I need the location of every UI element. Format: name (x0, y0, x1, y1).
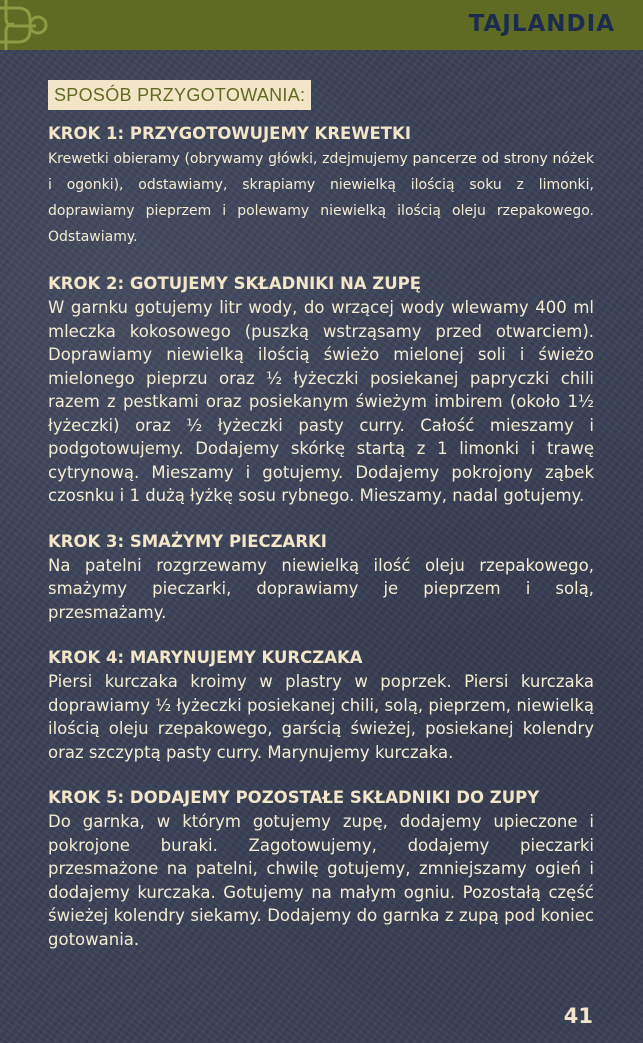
step-title: KROK 2: GOTUJEMY SKŁADNIKI NA ZUPĘ (48, 274, 422, 293)
step-title: KROK 3: SMAŻYMY PIECZARKI (48, 531, 327, 551)
step-text: Krewetki obieramy (obrywamy główki, zdejmujemy pancerze od strony nóżek i ogonki), odstawiamy, skrapiamy niewielką ilością soku z limonki, doprawiamy pieprzem i polewamy niewielką ilością oleju rzepakowego. Odstawiamy. (48, 151, 594, 245)
step-5 (48, 786, 594, 951)
chapter-title: TAJLANDIA (468, 11, 615, 37)
top-bar (0, 0, 643, 50)
step-title: KROK 5: DODAJEMY POZOSTAŁE SKŁADNIKI DO ZUPY (48, 788, 540, 807)
step-1 (48, 122, 594, 250)
section-label: SPOSÓB PRZYGOTOWANIA: (48, 80, 311, 110)
step-text: W garnku gotujemy litr wody, do wrzącej wody wlewamy 400 ml mleczka kokosowego (puszką wstrząsamy przed otwarciem). Doprawiamy niewielką ilością świeżo mielonej soli i świeżo mielonego pieprzu oraz ½ łyżeczki posiekanej papryczki chili razem z pestkami oraz posiekanym świeżym imbirem (około 1½ łyżeczki) oraz ½ łyżeczki pasty curry. Całość mieszamy i podgotowujemy. Dodajemy skórkę startą z 1 limonki i trawę cytrynową. Mieszamy i gotujemy. Dodajemy pokrojony ząbek czosnku i 1 dużą łyżkę sosu rybnego. Mieszamy, nadal gotujemy. (48, 298, 594, 505)
step-title: KROK 4: MARYNUJEMY KURCZAKA (48, 648, 363, 667)
steps-list (48, 122, 594, 973)
page-number: 41 (563, 1004, 593, 1028)
step-3 (48, 530, 594, 625)
step-title: KROK 1: PRZYGOTOWUJEMY KREWETKI (48, 124, 411, 143)
step-text: Do garnka, w którym gotujemy zupę, dodajemy upieczone i pokrojone buraki. Zagotowujemy, dodajemy pieczarki przesmażone na patelni, chwilę gotujemy, zmniejszamy ogień i dodajemy kurczaka. Gotujemy na małym ogniu. Pozostałą część świeżej kolendry siekamy. Dodajemy do garnka z zupą pod koniec gotowania. (48, 812, 594, 949)
knot-ornament-icon (0, 0, 52, 50)
step-text: Na patelni rozgrzewamy niewielką ilość oleju rzepakowego, smażymy pieczarki, doprawiamy je pieprzem i solą, przesmażamy. (48, 555, 594, 622)
step-text: Piersi kurczaka kroimy w plastry w poprzek. Piersi kurczaka doprawiamy ½ łyżeczki posiekanej chili, solą, pieprzem, niewielką ilością oleju rzepakowego, garścią świeżej, posiekanej kolendry oraz szczyptą pasty curry. Marynujemy kurczaka. (48, 672, 594, 762)
step-2 (48, 272, 594, 508)
step-4 (48, 646, 594, 764)
